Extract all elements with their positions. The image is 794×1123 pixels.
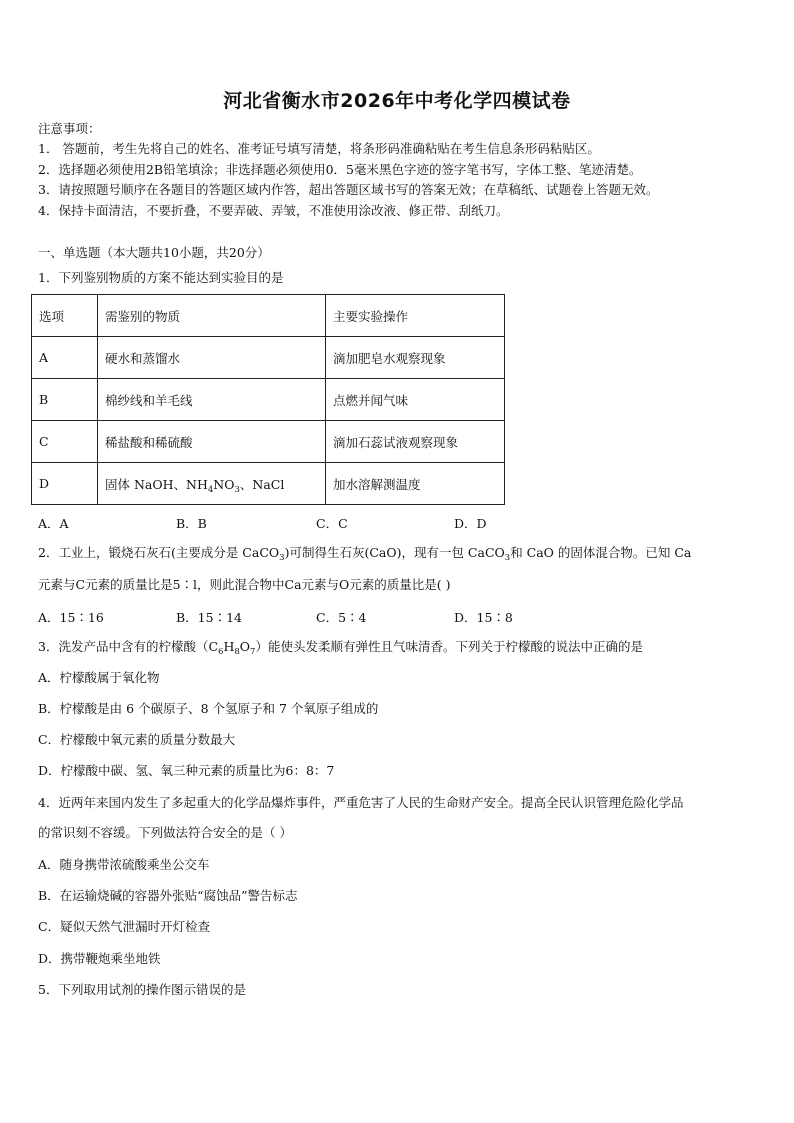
formula-text: 固体 NaOH、NH [105,476,208,492]
q1-option-c: C．C [316,516,348,531]
table-cell-operation: 滴加肥皂水观察现象 [326,337,505,379]
q3-option-a: A．柠檬酸属于氧化物 [38,670,160,685]
q3-option-b: B．柠檬酸是由 6 个碳原子、8 个氢原子和 7 个氧原子组成的 [38,701,379,716]
q1-stem: 1．下列鉴别物质的方案不能达到实验目的是 [38,270,284,285]
q1-option-b: B．B [176,516,207,531]
q4-option-c: C．疑似天然气泄漏时开灯检查 [38,919,211,934]
q2-stem-line2: 元素与C元素的质量比是5∶l，则此混合物中Ca元素与O元素的质量比是( ) [38,577,451,592]
q3-text: ）能使头发柔顺有弹性且气味清香。下列关于柠檬酸的说法中正确的是 [255,639,643,654]
q4-option-a: A．随身携带浓硫酸乘坐公交车 [38,857,210,872]
table-header-cell: 需鉴别的物质 [98,295,326,337]
notice-item-2: 2．选择题必须使用2B铅笔填涂；非选择题必须使用0．5毫米黑色字迹的签字笔书写，字体工整、笔迹清楚。 [38,162,642,177]
table-cell-substance: 棉纱线和羊毛线 [98,379,326,421]
notice-item-3: 3．请按照题号顺序在各题目的答题区域内作答，超出答题区域书写的答案无效；在草稿纸、试题卷上答题无效。 [38,182,659,197]
q4-stem-line1: 4．近两年来国内发生了多起重大的化学品爆炸事件，严重危害了人民的生命财产安全。提高全民认识管理危险化学品 [38,795,684,810]
subscript: 4 [207,484,214,495]
subscript: 3 [234,484,240,495]
formula-text: 、NaCl [239,476,285,492]
subscript: 3 [279,553,285,563]
table-cell-operation: 加水溶解测温度 [326,463,505,505]
subscript: 8 [234,647,240,657]
page-title: 河北省衡水市2026年中考化学四模试卷 [223,90,571,112]
table-header-cell: 主要实验操作 [326,295,505,337]
subscript: 6 [218,647,224,657]
table-cell-option: B [32,379,98,421]
table-row [32,379,505,421]
notice-item-1: 1． 答题前，考生先将自己的姓名、准考证号填写清楚，将条形码准确粘贴在考生信息条形码粘贴区。 [38,141,600,156]
table-cell-option: A [32,337,98,379]
table-row [32,421,505,463]
table-header-cell: 选项 [32,295,98,337]
q5-stem: 5．下列取用试剂的操作图示错误的是 [38,982,246,997]
q3-text: 3．洗发产品中含有的柠檬酸（C [38,639,219,654]
q1-option-a: A．A [38,516,69,531]
q3-option-c: C．柠檬酸中氧元素的质量分数最大 [38,732,236,747]
q3-text: O [239,639,251,654]
q2-option-a: A．15∶16 [38,610,104,625]
table-cell-option: C [32,421,98,463]
table-row [32,337,505,379]
q2-text: 和 CaO 的固体混合物。已知 Ca [510,545,692,560]
q3-stem [38,639,643,655]
table-cell-substance: 硬水和蒸馏水 [98,337,326,379]
q2-option-d: D．15∶8 [454,610,513,625]
table-header-row [32,295,505,337]
q1-option-d: D．D [454,516,487,531]
formula-text: NO [213,476,235,492]
subscript: 7 [250,647,256,657]
q3-option-d: D．柠檬酸中碳、氢、氧三种元素的质量比为6：8：7 [38,763,335,778]
notice-heading: 注意事项： [38,121,101,136]
q4-option-b: B．在运输烧碱的容器外张贴“腐蚀品”警告标志 [38,888,298,903]
table-cell-operation: 滴加石蕊试液观察现象 [326,421,505,463]
q2-text: )可制得生石灰(CaO)，现有一包 CaCO [284,545,505,560]
table-row [32,463,505,505]
q4-option-d: D．携带鞭炮乘坐地铁 [38,951,161,966]
q1-table [31,294,505,505]
q2-stem-line1 [38,545,691,561]
q2-option-c: C．5∶4 [316,610,367,625]
q4-stem-line2: 的常识刻不容缓。下列做法符合安全的是（ ） [38,825,292,840]
table-cell-substance [98,463,326,505]
table-cell-operation: 点燃并闻气味 [326,379,505,421]
q2-option-b: B．15∶14 [176,610,242,625]
section-heading: 一、单选题（本大题共10小题，共20分） [38,245,270,260]
q3-text: H [223,639,235,654]
q2-text: 2．工业上，锻烧石灰石(主要成分是 CaCO [38,545,280,560]
table-cell-substance: 稀盐酸和稀硫酸 [98,421,326,463]
subscript: 3 [504,553,511,563]
notice-item-4: 4．保持卡面清洁，不要折叠，不要弄破、弄皱，不准使用涂改液、修正带、刮纸刀。 [38,203,509,218]
table-cell-option: D [32,463,98,505]
